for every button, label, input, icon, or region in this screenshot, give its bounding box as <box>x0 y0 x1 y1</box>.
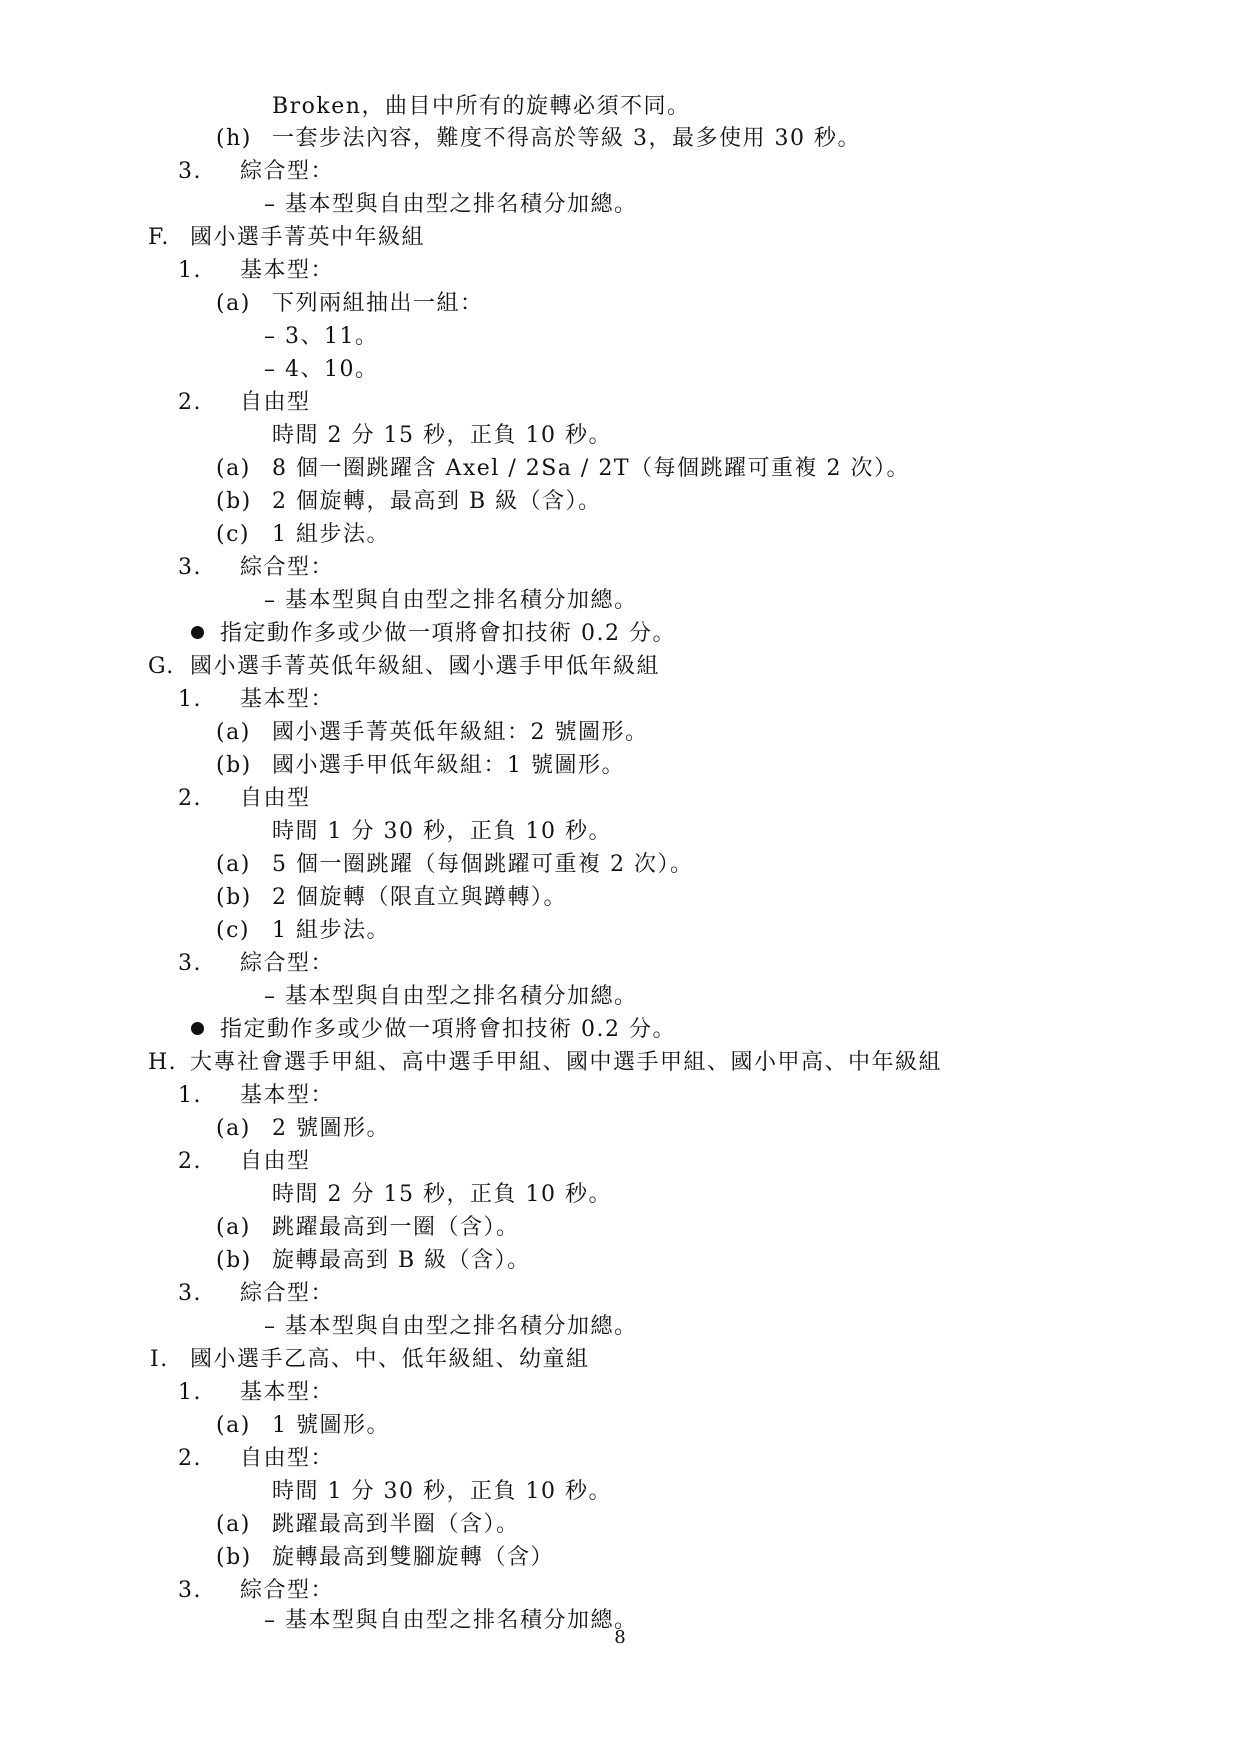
subheading <box>240 1442 334 1475</box>
subheading <box>240 782 311 815</box>
text: 綜合型： <box>240 951 335 976</box>
subheading <box>240 386 311 419</box>
item-marker: (h) <box>216 126 252 151</box>
list-item <box>178 386 202 419</box>
subheading <box>240 1079 334 1112</box>
list-item <box>216 749 252 782</box>
item-number: 1. <box>178 1083 202 1108</box>
text-line <box>272 1211 520 1244</box>
list-item <box>216 452 251 485</box>
text-line <box>272 287 484 320</box>
text: 自由型： <box>240 1446 335 1471</box>
text-line <box>272 716 649 749</box>
item-marker: (a) <box>216 1215 251 1240</box>
item-number: 1. <box>178 687 202 712</box>
text: 時間 1 分 30 秒，正負 10 秒。 <box>272 819 612 844</box>
item-number: 2. <box>178 1149 202 1174</box>
text: 1 組步法。 <box>272 522 390 547</box>
text: F. <box>148 225 170 250</box>
text-line <box>272 1475 612 1508</box>
item-marker: (a) <box>216 1116 251 1141</box>
text-line <box>272 452 910 485</box>
text-line <box>272 1244 531 1277</box>
text: 1 組步法。 <box>272 918 390 943</box>
text: 自由型 <box>240 1149 311 1174</box>
text: – 基本型與自由型之排名積分加總。 <box>264 192 638 217</box>
text-line <box>272 90 690 123</box>
list-item <box>216 914 250 947</box>
item-number: 3. <box>178 1578 202 1603</box>
text: 國小選手菁英中年級組 <box>190 225 426 250</box>
text: 5 個一圈跳躍（每個跳躍可重複 2 次）。 <box>272 852 694 877</box>
text-line <box>272 749 625 782</box>
text: G. <box>148 654 175 679</box>
subheading <box>240 155 334 188</box>
section-letter <box>150 1343 169 1376</box>
list-item <box>216 485 252 518</box>
item-marker: (b) <box>216 1248 252 1273</box>
item-number: 2. <box>178 390 202 415</box>
text: 旋轉最高到雙腳旋轉（含） <box>272 1545 555 1570</box>
list-item <box>178 1574 202 1607</box>
subheading <box>240 1574 334 1607</box>
text: 跳躍最高到半圈（含）。 <box>272 1512 520 1537</box>
item-marker: (b) <box>216 885 252 910</box>
list-item <box>216 1508 251 1541</box>
text: 2 號圖形。 <box>272 1116 390 1141</box>
list-item <box>216 848 251 881</box>
subheading <box>240 1376 334 1409</box>
list-item <box>178 947 202 980</box>
text: I. <box>150 1347 169 1372</box>
item-marker: (a) <box>216 1413 251 1438</box>
text-line <box>264 353 379 386</box>
text: 1 號圖形。 <box>272 1413 390 1438</box>
item-marker: (b) <box>216 753 252 778</box>
item-marker: (a) <box>216 291 251 316</box>
section-heading <box>190 221 425 254</box>
list-item <box>216 122 252 155</box>
text: 跳躍最高到一圈（含）。 <box>272 1215 520 1240</box>
bullet-note <box>191 1013 676 1046</box>
list-item <box>178 782 202 815</box>
section-letter <box>148 650 175 683</box>
section-heading <box>190 650 660 683</box>
list-item <box>178 683 202 716</box>
text-line <box>272 848 693 881</box>
text: 基本型： <box>240 258 335 283</box>
subheading <box>240 947 334 980</box>
text-line <box>272 1178 612 1211</box>
text: Broken，曲目中所有的旋轉必須不同。 <box>272 94 691 119</box>
text-line <box>272 1508 520 1541</box>
text: – 4、10。 <box>264 357 379 382</box>
text: 大專社會選手甲組、高中選手甲組、國中選手甲組、國小甲高、中年級組 <box>190 1050 943 1075</box>
item-number: 1. <box>178 1380 202 1405</box>
list-item <box>178 1442 202 1475</box>
list-item <box>178 551 202 584</box>
text: 時間 2 分 15 秒，正負 10 秒。 <box>272 423 612 448</box>
item-marker: (b) <box>216 1545 252 1570</box>
item-marker: (a) <box>216 1512 251 1537</box>
item-number: 3. <box>178 1281 202 1306</box>
subheading <box>240 1145 311 1178</box>
text: – 基本型與自由型之排名積分加總。 <box>264 588 638 613</box>
subheading <box>240 551 334 584</box>
text: 國小選手乙高、中、低年級組、幼童組 <box>190 1347 590 1372</box>
item-number: 3. <box>178 159 202 184</box>
bullet-note <box>191 617 676 650</box>
item-marker: (c) <box>216 522 250 547</box>
text-line <box>272 881 567 914</box>
text: 綜合型： <box>240 1281 335 1306</box>
text: 國小選手菁英低年級組、國小選手甲低年級組 <box>190 654 661 679</box>
text-line <box>264 584 638 617</box>
text: 國小選手菁英低年級組：2 號圖形。 <box>272 720 649 745</box>
text: 指定動作多或少做一項將會扣技術 0.2 分。 <box>220 1017 676 1042</box>
item-marker: (c) <box>216 918 250 943</box>
text-line <box>272 518 390 551</box>
text: 自由型 <box>240 390 311 415</box>
text: 下列兩組抽出一組： <box>272 291 484 316</box>
text: 旋轉最高到 B 級（含）。 <box>272 1248 531 1273</box>
page-number: 8 <box>614 1627 626 1648</box>
item-number: 3. <box>178 951 202 976</box>
text: 基本型： <box>240 1380 335 1405</box>
text-line <box>272 815 612 848</box>
text: 國小選手甲低年級組：1 號圖形。 <box>272 753 625 778</box>
list-item <box>178 1277 202 1310</box>
list-item <box>216 1541 252 1574</box>
list-item <box>178 155 202 188</box>
text: – 3、11。 <box>264 324 379 349</box>
text: H. <box>148 1050 178 1075</box>
subheading <box>240 254 334 287</box>
text-line <box>264 320 379 353</box>
text-line <box>272 914 390 947</box>
list-item <box>216 1112 251 1145</box>
subheading <box>240 683 334 716</box>
item-number: 2. <box>178 786 202 811</box>
list-item <box>216 1211 251 1244</box>
text: 2 個旋轉，最高到 B 級（含）。 <box>272 489 602 514</box>
list-item <box>178 1079 202 1112</box>
item-marker: (a) <box>216 720 251 745</box>
list-item <box>178 1376 202 1409</box>
list-item <box>178 1145 202 1178</box>
section-heading <box>190 1343 590 1376</box>
section-letter <box>148 221 170 254</box>
text-line <box>272 122 861 155</box>
section-letter <box>148 1046 177 1079</box>
item-marker: (b) <box>216 489 252 514</box>
item-marker: (a) <box>216 852 251 877</box>
text: 基本型： <box>240 1083 335 1108</box>
bullet-icon <box>191 626 204 639</box>
text: 綜合型： <box>240 555 335 580</box>
text: 綜合型： <box>240 1578 335 1603</box>
text: – 基本型與自由型之排名積分加總。 <box>264 984 638 1009</box>
text: 指定動作多或少做一項將會扣技術 0.2 分。 <box>220 621 676 646</box>
text: – 基本型與自由型之排名積分加總。 <box>264 1314 638 1339</box>
text: 一套步法內容，難度不得高於等級 3，最多使用 30 秒。 <box>272 126 861 151</box>
list-item <box>216 881 252 914</box>
list-item <box>178 254 202 287</box>
bullet-icon <box>191 1022 204 1035</box>
text: – 基本型與自由型之排名積分加總。 <box>264 1608 638 1633</box>
text: 時間 2 分 15 秒，正負 10 秒。 <box>272 1182 612 1207</box>
text-line <box>272 419 612 452</box>
list-item <box>216 1244 252 1277</box>
text-line <box>264 1310 638 1343</box>
text-line <box>272 1112 390 1145</box>
subheading <box>240 1277 334 1310</box>
list-item <box>216 287 251 320</box>
item-number: 3. <box>178 555 202 580</box>
text: 8 個一圈跳躍含 Axel / 2Sa / 2T（每個跳躍可重複 2 次）。 <box>272 456 910 481</box>
text: 自由型 <box>240 786 311 811</box>
section-heading <box>190 1046 942 1079</box>
text-line <box>272 1541 554 1574</box>
item-marker: (a) <box>216 456 251 481</box>
text: 時間 1 分 30 秒，正負 10 秒。 <box>272 1479 612 1504</box>
item-number: 2. <box>178 1446 202 1471</box>
text: 基本型： <box>240 687 335 712</box>
text-line <box>264 188 638 221</box>
list-item <box>216 1409 251 1442</box>
text-line <box>264 980 638 1013</box>
text-line <box>272 485 602 518</box>
text: 2 個旋轉（限直立與蹲轉）。 <box>272 885 567 910</box>
list-item <box>216 518 250 551</box>
item-number: 1. <box>178 258 202 283</box>
list-item <box>216 716 251 749</box>
text-line <box>272 1409 390 1442</box>
text: 綜合型： <box>240 159 335 184</box>
